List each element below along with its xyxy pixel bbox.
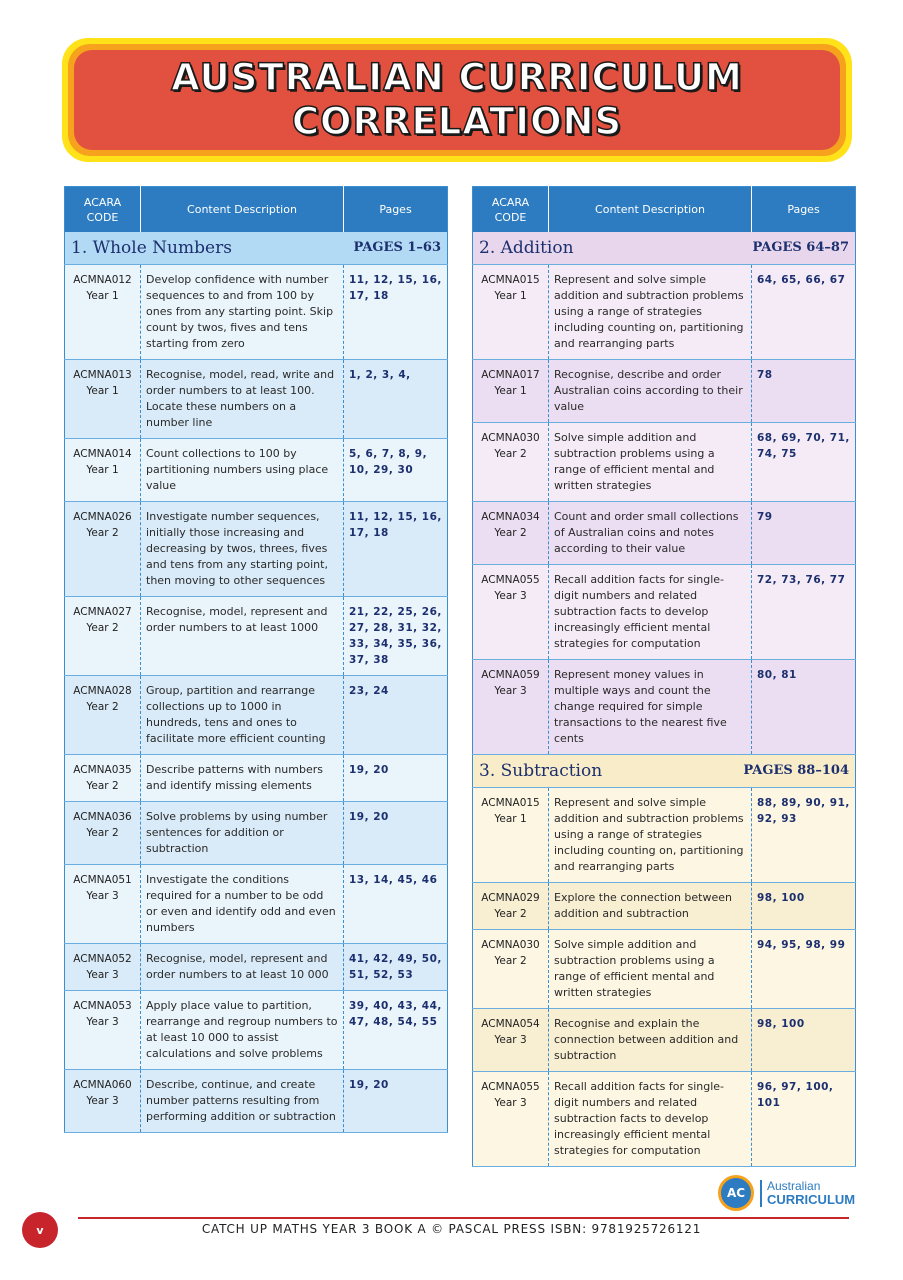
content-description: Recognise, describe and order Australian coins according to their value [549, 360, 752, 423]
acara-code-cell [65, 676, 141, 755]
table-row [65, 439, 448, 502]
acara-code-cell [473, 1009, 549, 1072]
acara-code: ACMNA036 [73, 811, 132, 823]
content-description: Group, partition and rearrange collections up to 1000 in hundreds, tens and ones to facilitate more efficient counting [141, 676, 344, 755]
page-numbers: 39, 40, 43, 44, 47, 48, 54, 55 [344, 991, 448, 1070]
content-description: Explore the connection between addition and subtraction [549, 883, 752, 930]
subtraction-heading-cell [473, 755, 856, 788]
australian-curriculum-logo [718, 1175, 855, 1211]
acara-code-cell [473, 265, 549, 360]
table-row [473, 360, 856, 423]
header-description: Content Description [549, 187, 752, 233]
acara-code: ACMNA028 [73, 685, 132, 697]
year-level: Year 1 [86, 464, 119, 476]
table-row [473, 788, 856, 883]
page-numbers: 80, 81 [752, 660, 856, 755]
content-description: Solve problems by using number sentences for addition or subtraction [141, 802, 344, 865]
acara-code-cell [473, 502, 549, 565]
acara-code: ACMNA059 [481, 669, 540, 681]
acara-code: ACMNA017 [481, 369, 540, 381]
page-numbers: 78 [752, 360, 856, 423]
addition-subtraction-table [472, 186, 856, 1167]
year-level: Year 3 [86, 1016, 119, 1028]
year-level: Year 3 [494, 685, 527, 697]
acara-code-cell [65, 265, 141, 360]
table-row [65, 865, 448, 944]
header-code: ACARA CODE [65, 187, 141, 233]
footer-text: CATCH UP MATHS YEAR 3 BOOK A © PASCAL PRESS ISBN: 9781925726121 [201, 1222, 702, 1236]
acara-code: ACMNA052 [73, 953, 132, 965]
title-banner-body [74, 50, 840, 150]
acara-code: ACMNA034 [481, 511, 540, 523]
acara-code: ACMNA014 [73, 448, 132, 460]
table-row [65, 755, 448, 802]
acara-code-cell [65, 802, 141, 865]
acara-code-cell [65, 439, 141, 502]
page-numbers: 19, 20 [344, 1070, 448, 1133]
content-description: Apply place value to partition, rearrange and regroup numbers to at least 10 000 to assist calculations and solve problems [141, 991, 344, 1070]
acara-code-cell [473, 788, 549, 883]
year-level: Year 3 [494, 1097, 527, 1109]
page-numbers: 98, 100 [752, 883, 856, 930]
content-description: Recall addition facts for single-digit numbers and related subtraction facts to develop increasingly efficient mental strategies for computation [549, 1072, 752, 1167]
content-description: Recognise, model, represent and order numbers to at least 1000 [141, 597, 344, 676]
title-banner [62, 38, 852, 162]
whole-numbers-column [64, 186, 447, 1133]
table-row [65, 502, 448, 597]
logo-line-1: Australian [767, 1178, 821, 1193]
logo-line-2: CURRICULUM [767, 1191, 856, 1207]
page-numbers: 11, 12, 15, 16, 17, 18 [344, 265, 448, 360]
footer-divider [78, 1217, 849, 1219]
acara-code: ACMNA013 [73, 369, 132, 381]
page-numbers: 96, 97, 100, 101 [752, 1072, 856, 1167]
year-level: Year 3 [86, 969, 119, 981]
table-row [65, 360, 448, 439]
page-numbers: 21, 22, 25, 26, 27, 28, 31, 32, 33, 34, 35, 36, 37, 38 [344, 597, 448, 676]
content-description: Recognise, model, represent and order numbers to at least 10 000 [141, 944, 344, 991]
acara-code-cell [65, 360, 141, 439]
year-level: Year 3 [494, 1034, 527, 1046]
acara-code-cell [65, 755, 141, 802]
whole-numbers-title: 1. Whole Numbers [71, 238, 232, 258]
table-row [65, 1070, 448, 1133]
logo-text [760, 1180, 855, 1207]
content-description: Represent and solve simple addition and subtraction problems using a range of strategies including counting on, partitioning and rearranging parts [549, 788, 752, 883]
page-numbers: 19, 20 [344, 802, 448, 865]
acara-code-cell [65, 597, 141, 676]
header-code: ACARA CODE [473, 187, 549, 233]
acara-code: ACMNA015 [481, 797, 540, 809]
acara-code: ACMNA015 [481, 274, 540, 286]
table-row [65, 597, 448, 676]
acara-code: ACMNA029 [481, 892, 540, 904]
acara-code-cell [65, 1070, 141, 1133]
acara-code-cell [473, 423, 549, 502]
content-description: Count collections to 100 by partitioning numbers using place value [141, 439, 344, 502]
page-numbers: 98, 100 [752, 1009, 856, 1072]
acara-code: ACMNA053 [73, 1000, 132, 1012]
acara-code: ACMNA026 [73, 511, 132, 523]
content-description: Describe patterns with numbers and identify missing elements [141, 755, 344, 802]
acara-code-cell [65, 991, 141, 1070]
addition-heading-row [473, 232, 856, 265]
table-row [65, 265, 448, 360]
year-level: Year 1 [494, 290, 527, 302]
content-description: Count and order small collections of Australian coins and notes according to their value [549, 502, 752, 565]
table-row [473, 930, 856, 1009]
acara-code: ACMNA060 [73, 1079, 132, 1091]
acara-code: ACMNA035 [73, 764, 132, 776]
table-row [65, 802, 448, 865]
title-line-1: AUSTRALIAN CURRICULUM [171, 56, 743, 99]
acara-code: ACMNA051 [73, 874, 132, 886]
content-description: Recognise, model, read, write and order numbers to at least 100. Locate these numbers on a number line [141, 360, 344, 439]
acara-code-cell [65, 865, 141, 944]
page-numbers: 79 [752, 502, 856, 565]
ac-logo-icon: AC [718, 1175, 754, 1211]
acara-code-cell [473, 883, 549, 930]
page-numbers: 1, 2, 3, 4, [344, 360, 448, 439]
content-description: Describe, continue, and create number patterns resulting from performing addition or subtraction [141, 1070, 344, 1133]
content-description: Investigate the conditions required for a number to be odd or even and identify odd and even numbers [141, 865, 344, 944]
year-level: Year 2 [86, 780, 119, 792]
addition-title: 2. Addition [479, 238, 574, 258]
content-description: Represent money values in multiple ways and count the change required for simple transactions to the nearest five cents [549, 660, 752, 755]
year-level: Year 2 [494, 527, 527, 539]
page-numbers: 19, 20 [344, 755, 448, 802]
table-row [473, 565, 856, 660]
header-pages: Pages [752, 187, 856, 233]
page-numbers: 23, 24 [344, 676, 448, 755]
page-number: v [22, 1212, 58, 1248]
table-row [473, 502, 856, 565]
year-level: Year 2 [86, 527, 119, 539]
table-row [65, 991, 448, 1070]
table-row [473, 660, 856, 755]
content-description: Solve simple addition and subtraction problems using a range of efficient mental and written strategies [549, 930, 752, 1009]
table-row [473, 265, 856, 360]
content-description: Recognise and explain the connection between addition and subtraction [549, 1009, 752, 1072]
acara-code: ACMNA055 [481, 1081, 540, 1093]
page-numbers: 68, 69, 70, 71, 74, 75 [752, 423, 856, 502]
content-description: Solve simple addition and subtraction problems using a range of efficient mental and written strategies [549, 423, 752, 502]
acara-code-cell [473, 1072, 549, 1167]
subtraction-title: 3. Subtraction [479, 761, 603, 781]
acara-code-cell [473, 930, 549, 1009]
year-level: Year 2 [86, 701, 119, 713]
year-level: Year 2 [494, 908, 527, 920]
whole-numbers-table [64, 186, 448, 1133]
page-numbers: 72, 73, 76, 77 [752, 565, 856, 660]
subtraction-page-range: PAGES 88–104 [743, 763, 849, 778]
year-level: Year 2 [86, 622, 119, 634]
table-row [65, 944, 448, 991]
page-numbers: 88, 89, 90, 91, 92, 93 [752, 788, 856, 883]
year-level: Year 3 [86, 1095, 119, 1107]
title-line-2: CORRELATIONS [291, 100, 623, 143]
title-banner-border [68, 44, 846, 156]
table-row [473, 423, 856, 502]
content-description: Represent and solve simple addition and subtraction problems using a range of strategies including counting on, partitioning and rearranging parts [549, 265, 752, 360]
table-row [473, 883, 856, 930]
table-header-row [65, 187, 448, 233]
page-numbers: 11, 12, 15, 16, 17, 18 [344, 502, 448, 597]
whole-numbers-heading-row [65, 232, 448, 265]
content-description: Investigate number sequences, initially those increasing and decreasing by twos, threes, fives and tens from any starting point, then moving to other sequences [141, 502, 344, 597]
page-numbers: 64, 65, 66, 67 [752, 265, 856, 360]
whole-numbers-heading-cell [65, 232, 448, 265]
acara-code: ACMNA027 [73, 606, 132, 618]
acara-code: ACMNA055 [481, 574, 540, 586]
addition-heading-cell [473, 232, 856, 265]
whole-numbers-page-range: PAGES 1–63 [353, 240, 441, 255]
table-row [473, 1009, 856, 1072]
page-numbers: 13, 14, 45, 46 [344, 865, 448, 944]
content-description: Recall addition facts for single-digit numbers and related subtraction facts to develop increasingly efficient mental strategies for computation [549, 565, 752, 660]
addition-subtraction-column [472, 186, 855, 1167]
content-description: Develop confidence with number sequences to and from 100 by ones from any starting point. Skip count by twos, fives and tens starting from zero [141, 265, 344, 360]
year-level: Year 1 [494, 813, 527, 825]
year-level: Year 1 [494, 385, 527, 397]
year-level: Year 3 [86, 890, 119, 902]
acara-code: ACMNA030 [481, 432, 540, 444]
acara-code-cell [65, 502, 141, 597]
year-level: Year 2 [86, 827, 119, 839]
acara-code: ACMNA012 [73, 274, 132, 286]
table-row [65, 676, 448, 755]
year-level: Year 2 [494, 448, 527, 460]
acara-code-cell [473, 660, 549, 755]
year-level: Year 3 [494, 590, 527, 602]
addition-page-range: PAGES 64–87 [752, 240, 849, 255]
table-header-row [473, 187, 856, 233]
header-description: Content Description [141, 187, 344, 233]
table-row [473, 1072, 856, 1167]
page-numbers: 5, 6, 7, 8, 9, 10, 29, 30 [344, 439, 448, 502]
acara-code: ACMNA054 [481, 1018, 540, 1030]
page-numbers: 94, 95, 98, 99 [752, 930, 856, 1009]
year-level: Year 1 [86, 290, 119, 302]
year-level: Year 2 [494, 955, 527, 967]
acara-code-cell [65, 944, 141, 991]
subtraction-heading-row [473, 755, 856, 788]
acara-code-cell [473, 360, 549, 423]
page-numbers: 41, 42, 49, 50, 51, 52, 53 [344, 944, 448, 991]
acara-code: ACMNA030 [481, 939, 540, 951]
header-pages: Pages [344, 187, 448, 233]
acara-code-cell [473, 565, 549, 660]
year-level: Year 1 [86, 385, 119, 397]
